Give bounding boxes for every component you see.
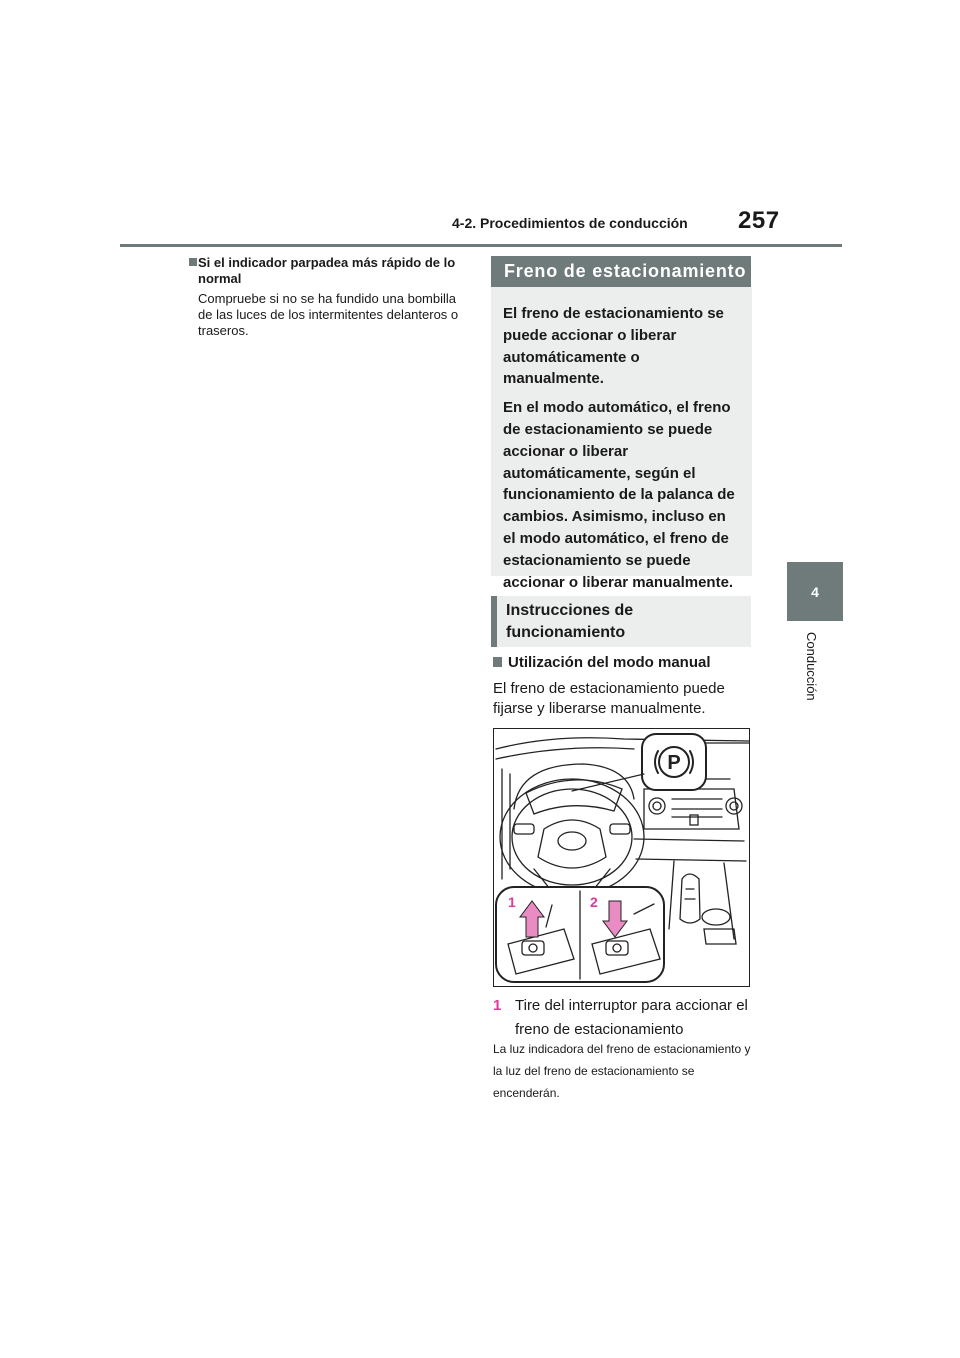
intro-box bbox=[491, 287, 752, 591]
manual-mode-body: El freno de estacionamiento puede fijarse y liberarse manualmente. bbox=[493, 680, 725, 717]
figure-label-2: 2 bbox=[590, 894, 598, 910]
manual-mode-heading-text: Utilización del modo manual bbox=[508, 654, 711, 671]
figure-label-1: 1 bbox=[508, 894, 516, 910]
page-header-section: 4-2. Procedimientos de conducción bbox=[452, 215, 688, 231]
header-rule bbox=[120, 244, 842, 247]
intro-paragraph-2: En el modo automático, el freno de estacionamiento se puede accionar o liberar automáticamente, según el funcionamiento de la palanca de cambios. Asimismo, incluso en el modo automático, el freno de estacionamiento se puede accionar o liberar manualmente. bbox=[503, 399, 735, 591]
square-bullet-icon bbox=[189, 258, 197, 266]
left-heading bbox=[198, 255, 466, 287]
chapter-label: Conducción bbox=[804, 632, 819, 701]
left-heading-text: Si el indicador parpadea más rápido de lo normal bbox=[198, 255, 456, 286]
instructions-subheading: Instrucciones de funcionamiento bbox=[491, 596, 751, 647]
step-number: 1 bbox=[493, 997, 502, 1014]
square-bullet-icon bbox=[493, 657, 502, 667]
parking-brake-figure bbox=[493, 728, 750, 987]
section-title-bar: Freno de estacionamiento bbox=[491, 256, 751, 287]
page-number: 257 bbox=[738, 207, 780, 234]
dashboard-illustration bbox=[494, 729, 750, 987]
intro-paragraph-1: El freno de estacionamiento se puede accionar o liberar automáticamente o manualmente. bbox=[503, 305, 724, 388]
step-note: La luz indicadora del freno de estacionamiento y la luz del freno de estacionamiento se encenderán. bbox=[493, 1042, 751, 1100]
step-text: Tire del interruptor para accionar el freno de estacionamiento bbox=[515, 997, 748, 1038]
chapter-tab[interactable]: 4 bbox=[787, 562, 843, 621]
manual-mode-heading bbox=[493, 654, 711, 671]
step-1 bbox=[493, 994, 751, 1042]
left-body: Compruebe si no se ha fundido una bombilla de las luces de los intermitentes delanteros o traseros. bbox=[198, 291, 459, 338]
callout-parking-symbol: P bbox=[667, 752, 681, 774]
